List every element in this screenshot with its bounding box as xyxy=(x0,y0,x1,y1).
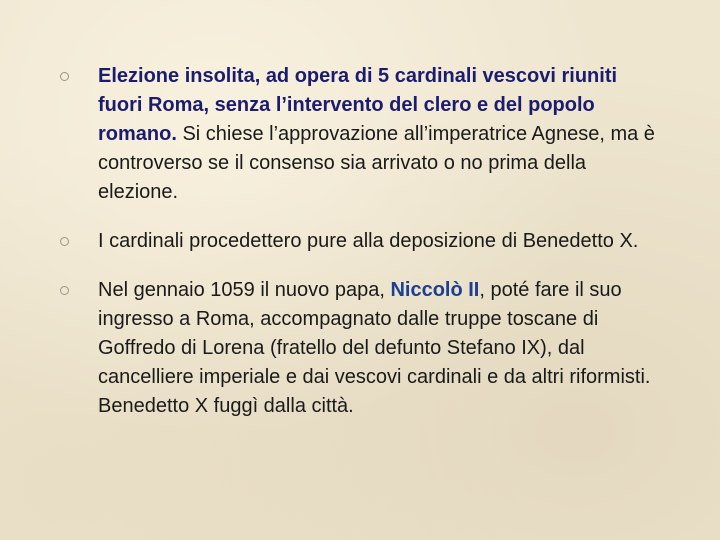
bullet-item-entry-rome xyxy=(60,276,660,421)
deposition-text: I cardinali procedettero pure alla deposizione di Benedetto X. xyxy=(98,230,639,252)
entry-before-text: Nel gennaio 1059 il nuovo papa, xyxy=(98,279,391,301)
election-rest-text: Si chiese l’approvazione all’imperatrice Agnese, ma è controverso se il consenso sia arrivato o no prima della elezione. xyxy=(98,123,655,203)
entry-after-text: , poté fare il suo ingresso a Roma, accompagnato dalle truppe toscane di Goffredo di Lorena (fratello del defunto Stefano IX), dal cancelliere imperiale e dai vescovi cardinali e da altri riformisti. Benedetto X fuggì dalla città. xyxy=(98,279,651,417)
bullet-circle-icon xyxy=(60,237,69,246)
election-emphasis-text: Elezione insolita, ad opera di 5 cardinali vescovi riuniti fuori Roma, senza l’intervento del clero e del popolo romano. xyxy=(98,65,618,145)
bullet-circle-icon xyxy=(60,72,69,81)
bullet-item-deposition xyxy=(60,227,660,256)
pope-name-niccolo: Niccolò II xyxy=(390,279,480,301)
bullet-item-election xyxy=(60,62,660,207)
bullet-circle-icon xyxy=(60,286,69,295)
bullet-list xyxy=(60,62,660,421)
